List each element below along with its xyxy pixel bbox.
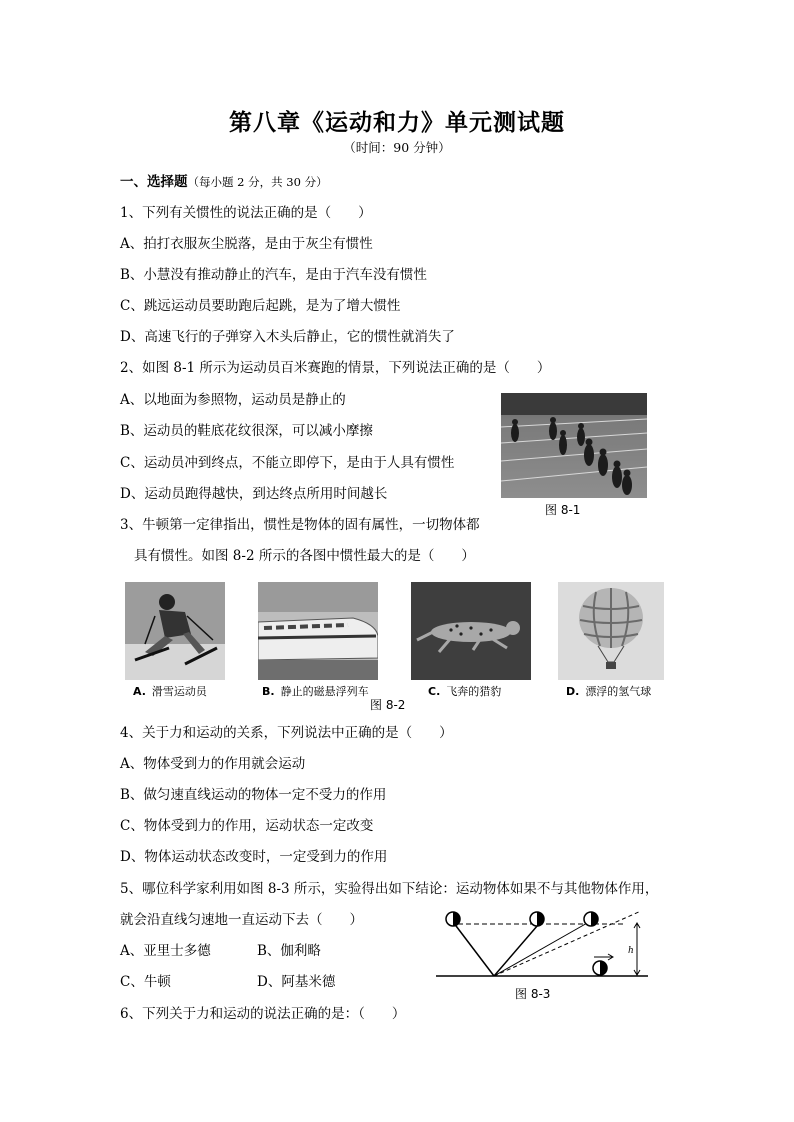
q6-stem: 6、下列关于力和运动的说法正确的是：（ ） (120, 1006, 406, 1022)
section-label: 一、选择题 (120, 174, 188, 190)
q4-option-a: A、物体受到力的作用就会运动 (120, 756, 306, 772)
option-a-letter: A. (133, 685, 146, 698)
q3-stem-line1: 3、牛顿第一定律指出，惯性是物体的固有属性，一切物体都 (120, 517, 480, 533)
q4-stem: 4、关于力和运动的关系，下列说法中正确的是（ ） (120, 725, 453, 741)
q5-option-a: A、亚里士多德 (120, 943, 211, 959)
q2-option-a: A、以地面为参照物，运动员是静止的 (120, 392, 346, 408)
height-label: h (628, 946, 634, 956)
q1-option-a: A、拍打衣服灰尘脱落，是由于灰尘有惯性 (120, 236, 373, 252)
q3-stem-line2: 具有惯性。如图 8-2 所示的各图中惯性最大的是（ ） (134, 548, 475, 564)
option-b-label: 静止的磁悬浮列车 (280, 685, 369, 698)
q2-option-b: B、运动员的鞋底花纹很深，可以减小摩擦 (120, 423, 373, 439)
q1-option-c: C、跳远运动员要助跑后起跳，是为了增大惯性 (120, 298, 401, 314)
skier-photo (125, 582, 225, 680)
option-a-caption (133, 683, 207, 699)
ball-icon (530, 912, 544, 926)
q5-stem-line1: 5、哪位科学家利用如图 8-3 所示，实验得出如下结论：运动物体如果不与其他物体作用， (120, 881, 659, 897)
page-title: 第八章《运动和力》单元测试题 (229, 109, 565, 136)
section-note: （每小题 2 分，共 30 分） (187, 175, 328, 189)
time-limit: （时间：90 分钟） (343, 140, 451, 155)
ball-icon (584, 912, 598, 926)
q1-stem: 1、下列有关惯性的说法正确的是（ ） (120, 205, 372, 221)
q2-option-d: D、运动员跑得越快，到达终点所用时间越长 (120, 486, 388, 502)
cheetah-photo (411, 582, 531, 680)
q4-option-c: C、物体受到力的作用，运动状态一定改变 (120, 818, 374, 834)
option-a-label: 滑雪运动员 (151, 685, 207, 698)
sprint-race-photo (501, 393, 647, 498)
option-d-caption (566, 683, 651, 699)
figure-8-2-caption: 图 8-2 (370, 698, 406, 712)
q4-option-b: B、做匀速直线运动的物体一定不受力的作用 (120, 787, 387, 803)
q5-option-c: C、牛顿 (120, 974, 171, 990)
rolling-ball-icon (593, 954, 613, 975)
option-b-letter: B. (262, 685, 275, 698)
q5-option-d: D、阿基米德 (257, 974, 336, 990)
option-c-letter: C. (428, 685, 441, 698)
section-heading (120, 173, 328, 191)
option-c-caption (428, 683, 501, 699)
q2-option-c: C、运动员冲到终点，不能立即停下，是由于人具有惯性 (120, 455, 455, 471)
figure-8-1-caption: 图 8-1 (545, 503, 581, 517)
option-d-letter: D. (566, 685, 580, 698)
option-b-caption (262, 683, 369, 699)
q2-stem: 2、如图 8-1 所示为运动员百米赛跑的情景，下列说法正确的是（ ） (120, 360, 551, 376)
hot-air-balloon-photo (558, 582, 664, 680)
ball-icon (446, 912, 460, 926)
option-d-label: 漂浮的氢气球 (585, 685, 652, 698)
q4-option-d: D、物体运动状态改变时，一定受到力的作用 (120, 849, 388, 865)
galileo-ramp-diagram (436, 908, 648, 982)
figure-8-3-caption: 图 8-3 (515, 987, 551, 1001)
q5-option-b: B、伽利略 (257, 943, 321, 959)
maglev-train-photo (258, 582, 378, 680)
q5-stem-line2: 就会沿直线匀速地一直运动下去（ ） (120, 912, 363, 928)
q1-option-d: D、高速飞行的子弹穿入木头后静止，它的惯性就消失了 (120, 329, 455, 345)
q1-option-b: B、小慧没有推动静止的汽车，是由于汽车没有惯性 (120, 267, 427, 283)
option-c-label: 飞奔的猎豹 (446, 685, 502, 698)
